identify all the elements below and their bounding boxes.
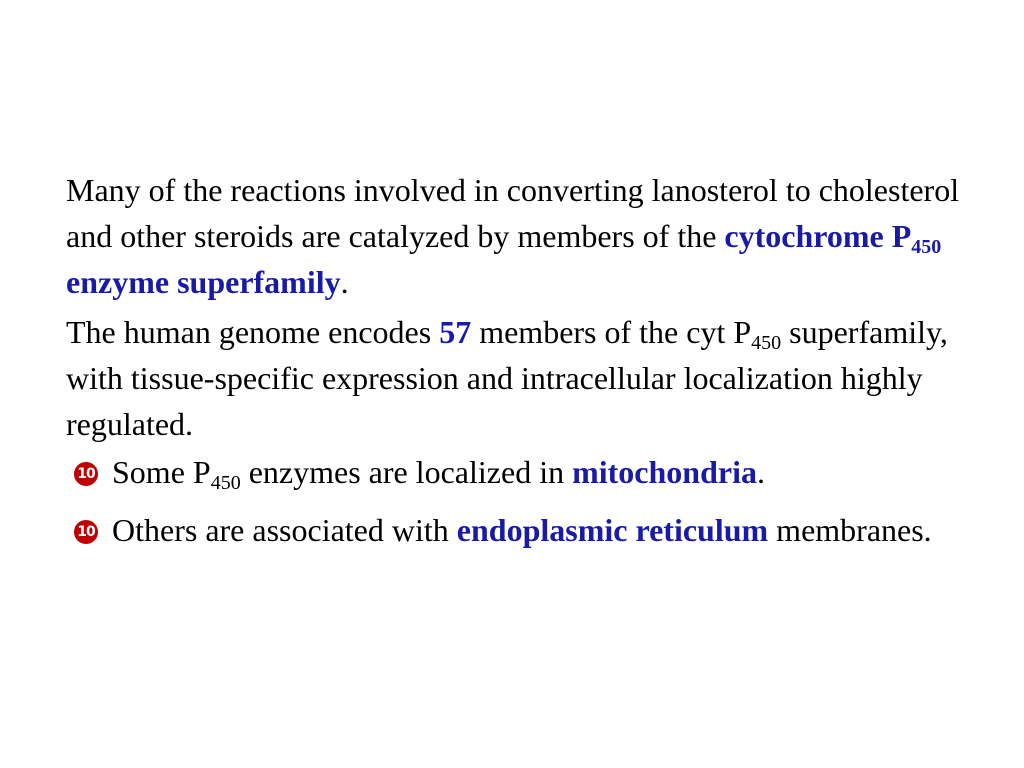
para1-text-a: Many of the reactions involved in converting lanosterol to cholesterol and other steroids are catalyzed by members of the <box>66 172 960 254</box>
para1-hl-a: cytochrome P <box>724 218 912 254</box>
numbered-circle-icon: 10 <box>74 520 98 544</box>
paragraph-genome <box>66 309 996 447</box>
highlight-mitochondria: mitochondria <box>572 454 757 490</box>
para2-text-b: members of the cyt P <box>471 314 752 350</box>
bullet1-subscript: 450 <box>210 472 241 494</box>
para2-text-a: The human genome encodes <box>66 314 440 350</box>
bullet1-text-a: Some P <box>112 454 211 490</box>
para1-text-b: . <box>340 264 349 300</box>
para2-text-c: superfamily, with tissue-specific expression and intracellular localization highly regulated. <box>66 314 948 442</box>
bullet1-text-c: . <box>756 454 765 490</box>
numbered-circle-icon: 10 <box>74 462 98 486</box>
bullet2-text-b: membranes. <box>768 512 932 548</box>
para2-subscript: 450 <box>751 332 782 354</box>
bullet-endoplasmic-reticulum <box>66 507 996 553</box>
bullet-mitochondria <box>66 449 996 495</box>
slide-content <box>66 167 996 565</box>
bullet2-text-a: Others are associated with <box>112 512 457 548</box>
para1-hl-b: enzyme superfamily <box>66 264 341 300</box>
paragraph-lanosterol <box>66 167 996 305</box>
highlight-number: 57 <box>439 314 472 350</box>
bullet1-text-b: enzymes are localized in <box>240 454 573 490</box>
highlight-endoplasmic-reticulum: endoplasmic reticulum <box>456 512 769 548</box>
bullet-list <box>66 449 996 553</box>
para1-hl-subscript: 450 <box>911 236 942 258</box>
